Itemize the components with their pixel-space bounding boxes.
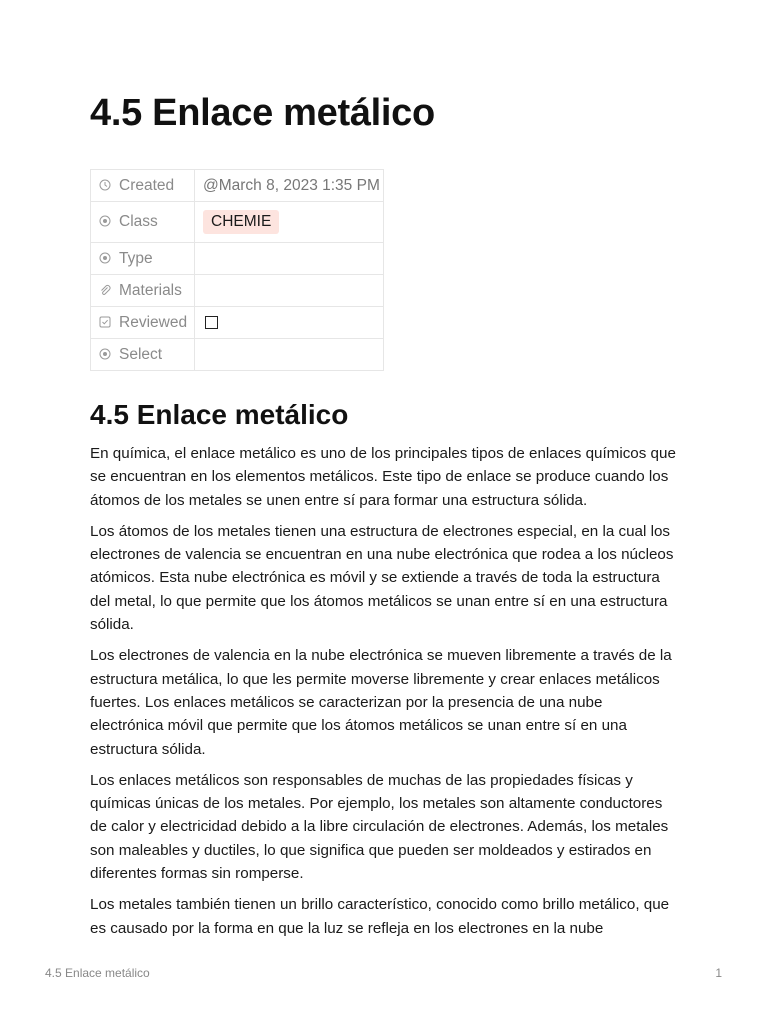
property-value-class[interactable] (195, 202, 384, 243)
property-row-reviewed (91, 307, 384, 339)
document-body (90, 442, 680, 948)
property-key-label: Created (119, 176, 175, 194)
body-paragraph: Los metales también tienen un brillo característico, conocido como brillo metálico, que es causado por la forma en que la luz se refleja en los electrones en la nube (90, 896, 670, 937)
property-key-reviewed (91, 307, 195, 339)
property-key-select (91, 339, 195, 371)
body-paragraph: Los enlaces metálicos son responsables de muchas de las propiedades físicas y químicas únicas de los metales. Por ejemplo, los metales son altamente conductores de calor y electricidad debido a la libre circulación de electrones. Además, los metales son maleables y ductiles, lo que significa que pueden ser moldeados y estirados en diferentes formas sin romperse. (90, 771, 669, 883)
footer-title: 4.5 Enlace metálico (45, 966, 150, 980)
property-value-type[interactable] (195, 243, 384, 275)
clock-icon (99, 179, 111, 191)
select-icon (99, 215, 111, 227)
class-tag[interactable]: CHEMIE (203, 210, 279, 234)
property-key-created (91, 170, 195, 202)
paperclip-icon (99, 284, 111, 296)
select-icon (99, 348, 111, 360)
property-key-label: Materials (119, 281, 182, 299)
properties-table (90, 169, 384, 371)
property-key-type (91, 243, 195, 275)
section-heading: 4.5 Enlace metálico (90, 399, 349, 430)
property-value-reviewed (195, 307, 384, 339)
property-value-select[interactable] (195, 339, 384, 371)
reviewed-checkbox[interactable] (205, 316, 218, 329)
select-icon (99, 252, 111, 264)
body-paragraph: En química, el enlace metálico es uno de los principales tipos de enlaces químicos que se encuentran en los elementos metálicos. Este tipo de enlace se produce cuando los átomos de los metales se unen entre sí para formar una estructura sólida. (90, 445, 676, 509)
page-title: 4.5 Enlace metálico (90, 92, 435, 134)
checkbox-icon (99, 316, 111, 328)
property-key-label: Reviewed (119, 313, 188, 331)
property-row-class (91, 202, 384, 243)
property-value-materials[interactable] (195, 275, 384, 307)
property-row-select (91, 339, 384, 371)
body-paragraph: Los átomos de los metales tienen una estructura de electrones especial, en la cual los electrones de valencia se encuentran en una nube electrónica que rodea a los núcleos atómicos. Esta nube electrónica es móvil y se extiende a través de toda la estructura del metal, lo que permite que los átomos metálicos se unan entre sí en una estructura sólida. (90, 522, 674, 634)
property-key-materials (91, 275, 195, 307)
property-row-created (91, 170, 384, 202)
property-key-label: Type (119, 249, 153, 267)
property-key-label: Class (119, 213, 158, 230)
property-key-class (91, 202, 195, 243)
property-key-label: Select (119, 345, 163, 363)
property-row-type (91, 243, 384, 275)
property-value-created[interactable]: @March 8, 2023 1:35 PM (195, 170, 384, 202)
property-row-materials (91, 275, 384, 307)
body-paragraph: Los electrones de valencia en la nube electrónica se mueven libremente a través de la estructura metálica, lo que les permite moverse libremente y crear enlaces metálicos fuertes. Los enlaces metálicos se caracterizan por la presencia de una nube electrónica móvil que permite que los átomos metálicos se unan entre sí en una estructura sólida. (90, 647, 672, 758)
page-number: 1 (715, 966, 722, 980)
